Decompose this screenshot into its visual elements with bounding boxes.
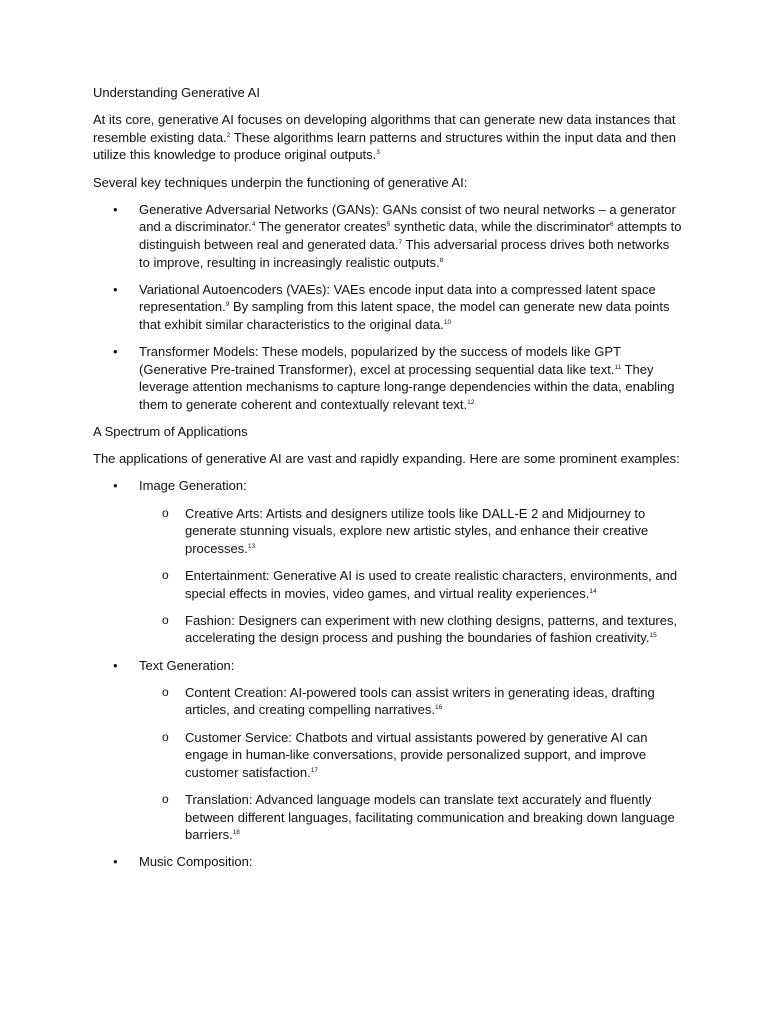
sub-bullet-icon: o — [162, 729, 169, 744]
intro-text-part-1: At its core, generative AI focuses on developing algorithms that can generate new data instances that resemble existing data. — [93, 112, 676, 145]
techniques-list — [93, 201, 683, 414]
text-generation-sublist — [139, 684, 683, 844]
list-item — [139, 684, 683, 719]
sub-bullet-icon: o — [162, 791, 169, 806]
category-label: Image Generation: — [139, 478, 247, 494]
item-text: Content Creation: AI-powered tools can assist writers in generating ideas, drafting articles, and creating compelling narratives. — [185, 684, 655, 718]
gans-text-5: This adversarial process drives both networks to improve, resulting in increasingly realistic outputs. — [139, 236, 670, 270]
list-item — [139, 612, 683, 647]
transformers-text-1: Transformer Models: These models, popularized by the success of models like GPT (Generative Pre-trained Transformer), excel at processing sequential data like text. — [139, 344, 621, 377]
list-item — [139, 505, 683, 558]
list-item-music-composition — [93, 853, 683, 871]
footnote-ref[interactable]: 17 — [310, 766, 318, 774]
gans-text-3: synthetic data, while the discriminator — [390, 219, 610, 235]
footnote-ref[interactable]: 9 — [225, 301, 230, 309]
category-label: Text Generation: — [139, 657, 235, 673]
vaes-text-2: By sampling from this latent space, the model can generate new data points that exhibit similar characteristics to the original data. — [139, 299, 670, 332]
category-label: Music Composition: — [139, 854, 253, 870]
footnote-ref[interactable]: 3 — [376, 149, 380, 157]
footnote-ref[interactable]: 18 — [232, 829, 240, 837]
document-page — [93, 84, 683, 880]
vaes-text-1: Variational Autoencoders (VAEs): VAEs encode input data into a compressed latent space representation. — [139, 281, 656, 315]
section-heading-applications: A Spectrum of Applications — [93, 424, 248, 440]
footnote-ref[interactable]: 7 — [398, 238, 403, 246]
item-text: Creative Arts: Artists and designers utilize tools like DALL-E 2 and Midjourney to generate stunning visuals, explore new artistic styles, and enhance their creative processes. — [185, 505, 649, 556]
item-text: Translation: Advanced language models can translate text accurately and fluently between different languages, facilitating communication and breaking down language barriers. — [185, 791, 675, 843]
list-item — [139, 791, 683, 844]
bullet-icon: • — [113, 657, 118, 673]
gans-text-2: The generator creates — [255, 219, 387, 235]
footnote-ref[interactable]: 6 — [609, 221, 614, 229]
bullet-icon: • — [113, 478, 118, 494]
footnote-ref[interactable]: 8 — [439, 256, 444, 264]
footnote-ref[interactable]: 10 — [443, 318, 452, 326]
intro-paragraph — [93, 111, 683, 164]
footnote-ref[interactable]: 2 — [226, 131, 231, 139]
footnote-ref[interactable]: 12 — [467, 398, 475, 406]
list-item-vaes — [93, 281, 683, 334]
list-item-image-generation — [93, 477, 683, 647]
applications-lead-paragraph: The applications of generative AI are vast and rapidly expanding. Here are some prominent examples: — [93, 451, 680, 467]
applications-list — [93, 477, 683, 870]
transformers-text-2: They leverage attention mechanisms to capture long-range dependencies within the data, enabling them to generate coherent and contextually relevant text. — [139, 361, 675, 412]
bullet-icon: • — [113, 281, 118, 297]
intro-text-part-2: These algorithms learn patterns and structures within the input data and then utilize this knowledge to produce original outputs. — [93, 129, 676, 163]
image-generation-sublist — [139, 505, 683, 647]
sub-bullet-icon: o — [162, 612, 169, 627]
footnote-ref[interactable]: 4 — [251, 221, 256, 229]
item-text: Fashion: Designers can experiment with new clothing designs, patterns, and textures, accelerating the design process and pushing the boundaries of fashion creativity. — [185, 612, 678, 646]
footnote-ref[interactable]: 13 — [247, 542, 256, 550]
techniques-lead-paragraph: Several key techniques underpin the functioning of generative AI: — [93, 174, 468, 190]
item-text: Customer Service: Chatbots and virtual assistants powered by generative AI can engage in human-like conversations, provide personalized support, and improve customer satisfaction. — [185, 729, 648, 780]
footnote-ref[interactable]: 11 — [614, 363, 622, 371]
footnote-ref[interactable]: 15 — [649, 632, 657, 640]
bullet-icon: • — [113, 344, 118, 360]
list-item — [139, 729, 683, 782]
list-item-gans — [93, 201, 683, 271]
sub-bullet-icon: o — [162, 568, 169, 582]
footnote-ref[interactable]: 16 — [435, 704, 443, 712]
bullet-icon: • — [113, 201, 118, 217]
item-text: Entertainment: Generative AI is used to create realistic characters, environments, and special effects in movies, video games, and virtual reality experiences. — [185, 568, 678, 601]
section-heading-understanding: Understanding Generative AI — [93, 85, 260, 100]
sub-bullet-icon: o — [162, 684, 169, 699]
list-item-text-generation — [93, 657, 683, 844]
bullet-icon: • — [113, 854, 118, 870]
list-item — [139, 567, 683, 602]
footnote-ref[interactable]: 14 — [589, 587, 597, 595]
gans-text-1: Generative Adversarial Networks (GANs): GANs consist of two neural networks – a generator and a discriminator. — [139, 201, 676, 235]
gans-text-4: attempts to distinguish between real and generated data. — [139, 219, 682, 252]
sub-bullet-icon: o — [162, 505, 169, 520]
footnote-ref[interactable]: 5 — [386, 221, 391, 229]
list-item-transformers — [93, 343, 683, 413]
